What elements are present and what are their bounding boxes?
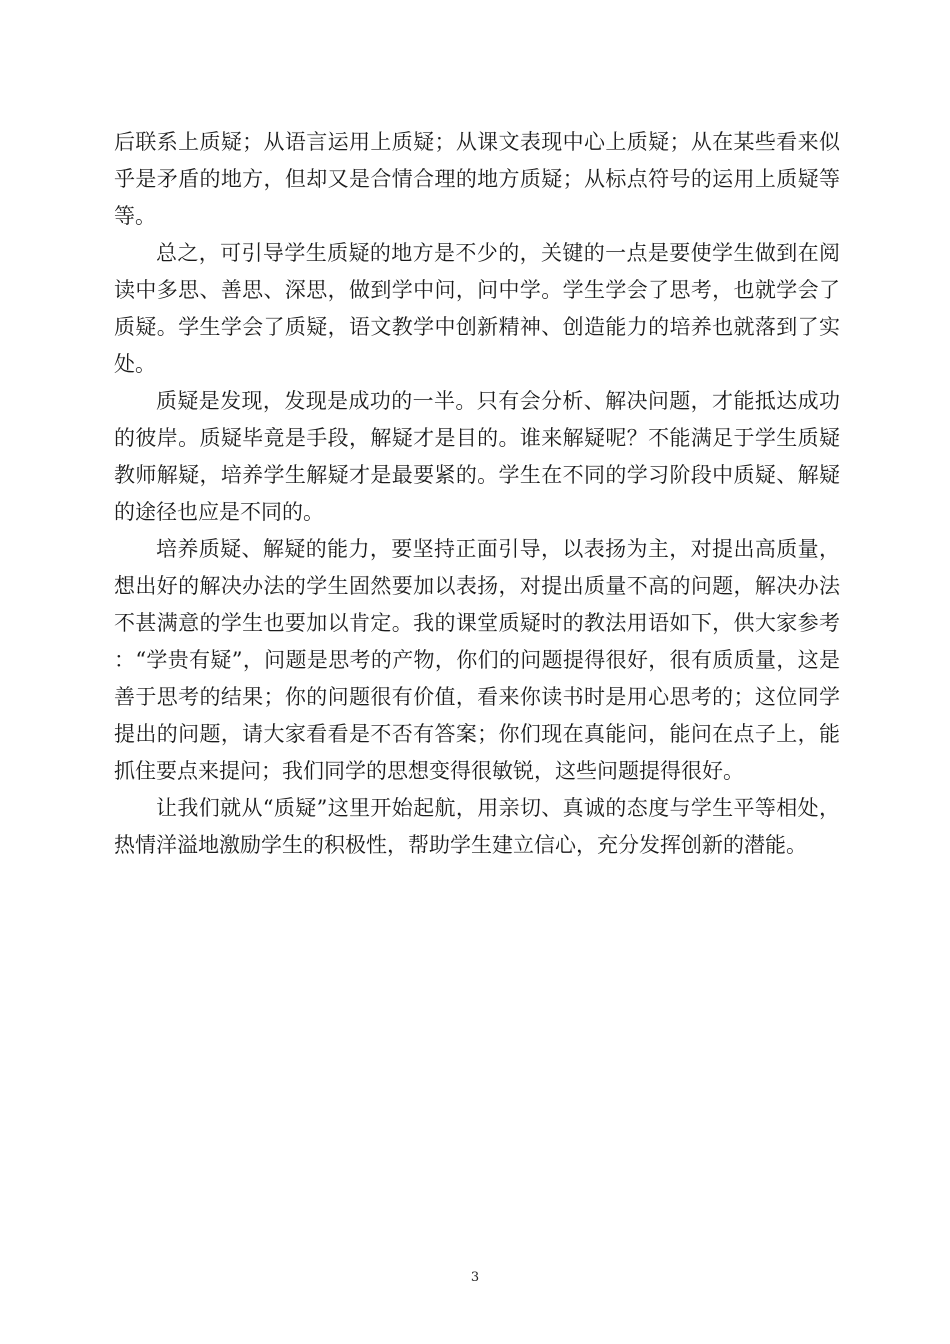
paragraph-5: 让我们就从“质疑”这里开始起航，用亲切、真诚的态度与学生平等相处，热情洋溢地激励学生的积极性，帮助学生建立信心，充分发挥创新的潜能。 xyxy=(114,796,840,857)
document-body xyxy=(114,124,840,864)
page-number: 3 xyxy=(470,1270,480,1285)
paragraph-4: 培养质疑、解疑的能力，要坚持正面引导，以表扬为主，对提出高质量，想出好的解决办法的学生固然要加以表扬，对提出质量不高的问题，解决办法不甚满意的学生也要加以肯定。我的课堂质疑时的教法用语如下，供大家参考：“学贵有疑”，问题是思考的产物，你们的问题提得很好，很有质质量，这是善于思考的结果；你的问题很有价值，看来你读书时是用心思考的；这位同学提出的问题，请大家看看是不否有答案；你们现在真能问，能问在点子上，能抓住要点来提问；我们同学的思想变得很敏锐，这些问题提得很好。 xyxy=(114,537,840,783)
paragraph-3: 质疑是发现，发现是成功的一半。只有会分析、解决问题，才能抵达成功的彼岸。质疑毕竟是手段，解疑才是目的。谁来解疑呢？不能满足于学生质疑教师解疑，培养学生解疑才是最要紧的。学生在不同的学习阶段中质疑、解疑的途径也应是不同的。 xyxy=(114,389,840,524)
paragraph-1: 后联系上质疑；从语言运用上质疑；从课文表现中心上质疑；从在某些看来似乎是矛盾的地方，但却又是合情合理的地方质疑；从标点符号的运用上质疑等等。 xyxy=(114,130,840,228)
paragraph-2: 总之，可引导学生质疑的地方是不少的，关键的一点是要使学生做到在阅读中多思、善思、深思，做到学中问，问中学。学生学会了思考，也就学会了质疑。学生学会了质疑，语文教学中创新精神、创造能力的培养也就落到了实处。 xyxy=(114,241,840,376)
